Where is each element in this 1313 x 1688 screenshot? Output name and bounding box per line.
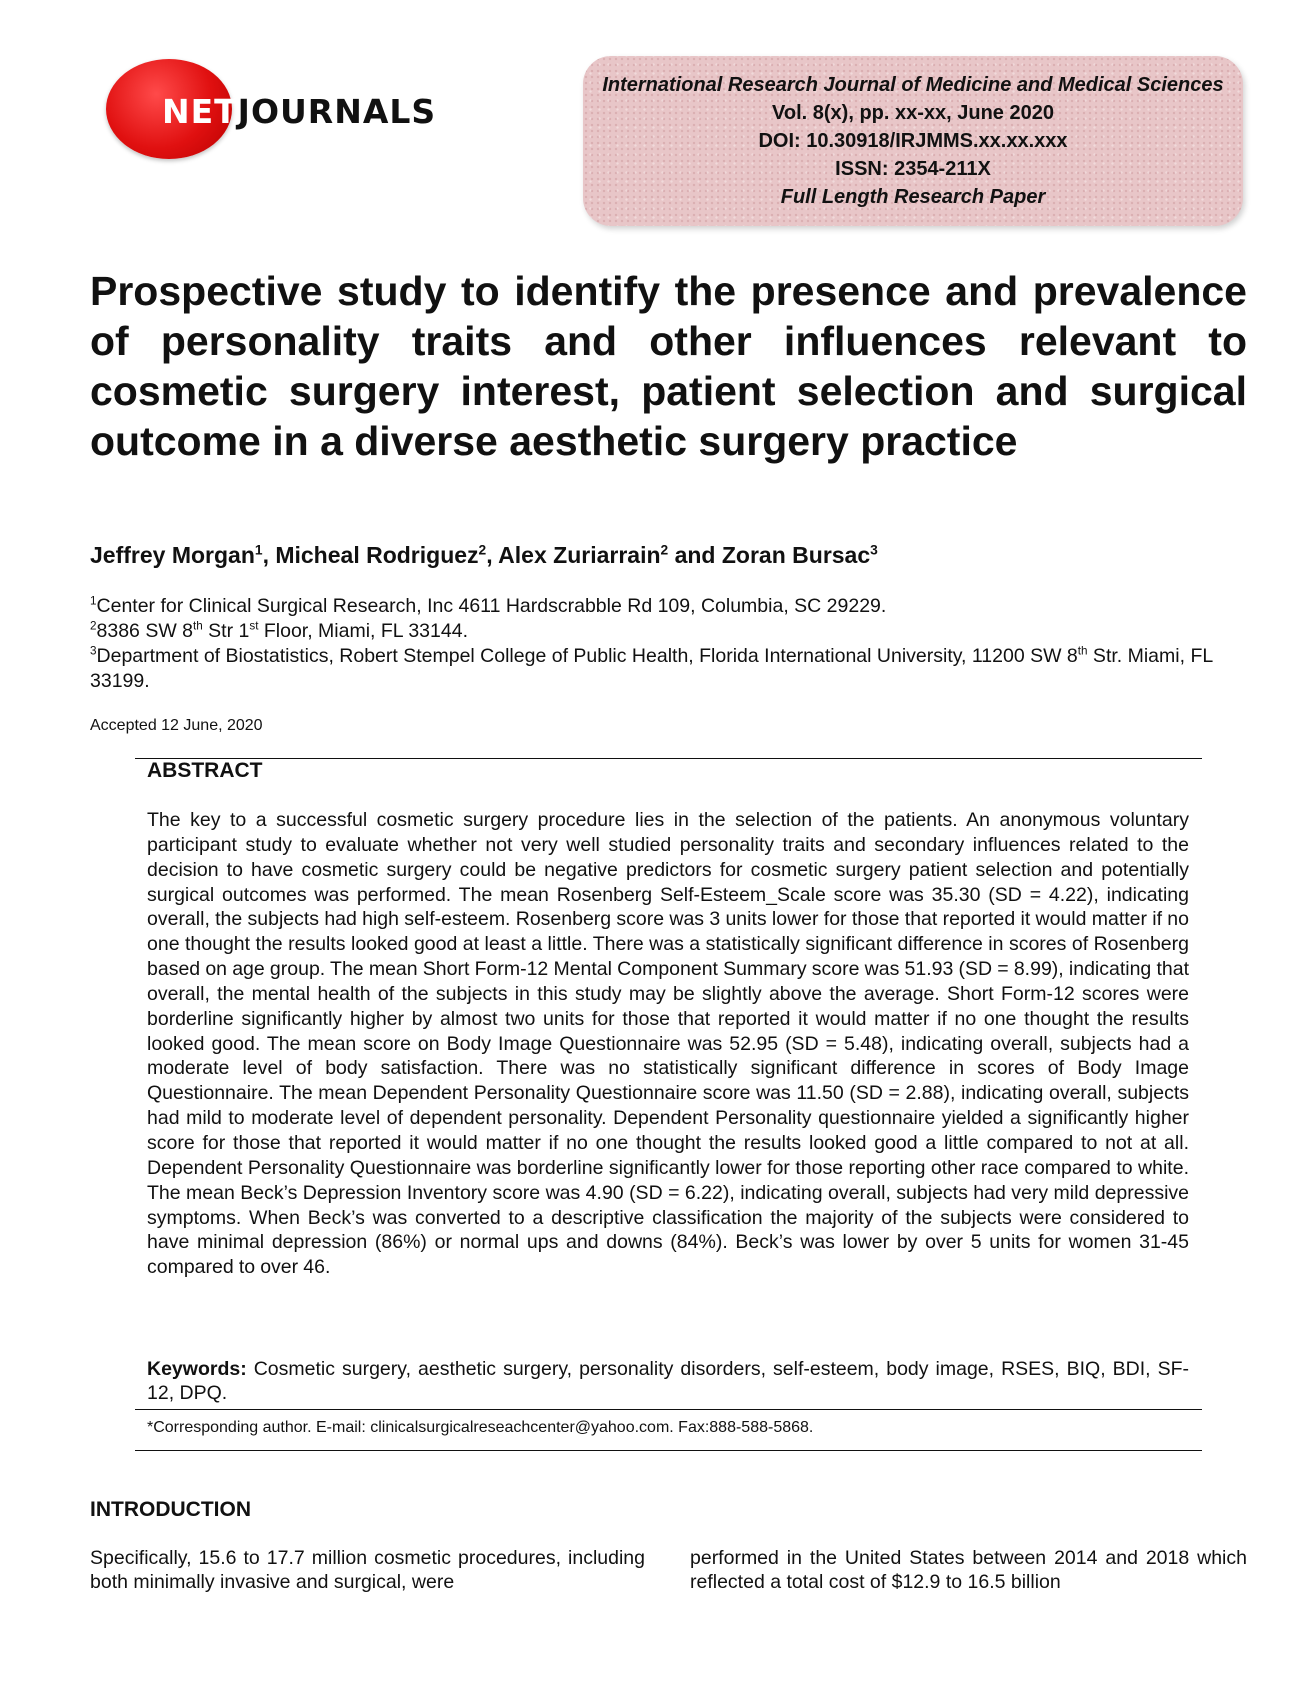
journal-doi: DOI: 10.30918/IRJMMS.xx.xx.xxx — [758, 130, 1068, 152]
logo-text — [162, 92, 436, 131]
keywords-bottom-rule — [135, 1409, 1202, 1410]
introduction-right-column: performed in the United States between 2014 and 2018 which reflected a total cost of $12.9 to 16.5 billion — [690, 1547, 1247, 1593]
accepted-date: Accepted 12 June, 2020 — [90, 717, 263, 734]
author-separator: , — [262, 542, 276, 568]
affiliation-text: Center for Clinical Surgical Research, Inc 4611 Hardscrabble Rd 109, Columbia, SC 29229. — [96, 595, 887, 617]
journal-volume: Vol. 8(x), pp. xx-xx, June 2020 — [772, 102, 1054, 124]
journal-issn: ISSN: 2354-211X — [835, 158, 991, 180]
keywords-text: Cosmetic surgery, aesthetic surgery, personality disorders, self-esteem, body image, RSES, BIQ, BDI, SF-12, DPQ. — [147, 1358, 1189, 1404]
publisher-logo — [100, 56, 440, 164]
affiliation-3 — [90, 644, 1250, 694]
affiliation-text: 8386 SW 8 — [96, 620, 193, 642]
logo-net: NET — [162, 92, 238, 131]
abstract-text: The key to a successful cosmetic surgery procedure lies in the selection of the patients. An anonymous voluntary participant study to evaluate whether not very well studied personality traits and secondary influences related to the decision to have cosmetic surgery could be negative predictors for cosmetic surgery patient selection and potentially surgical outcomes was performed. The mean Rosenberg Self-Esteem_Scale score was 35.30 (SD = 4.22), indicating overall, the subjects had high self-esteem. Rosenberg score was 3 units lower for those that reported it would matter if no one thought the results looked good at least a little. There was a statistically significant difference in scores of Rosenberg based on age group. The mean Short Form-12 Mental Component Summary score was 51.93 (SD = 8.99), indicating that overall, the mental health of the subjects in this study may be slightly above the average. Short Form-12 scores were borderline significantly higher by almost two units for those that reported it would matter if no one thought the results looked good. The mean score on Body Image Questionnaire was 52.95 (SD = 5.48), indicating overall, subjects had a moderate level of body satisfaction. There was no statistically significant difference in scores of Body Image Questionnaire. The mean Dependent Personality Questionnaire score was 11.50 (SD = 2.88), indicating overall, subjects had mild to moderate level of dependent personality. Dependent Personality questionnaire yielded a significantly higher score for those that reported it would matter if no one thought the results looked good a little compared to not at all. Dependent Personality Questionnaire was borderline significantly lower for those reporting other race compared to white. The mean Beck’s Depression Inventory score was 4.90 (SD = 6.22), indicating overall, subjects had very mild depressive symptoms. When Beck’s was converted to a descriptive classification the majority of the subjects were considered to have minimal depression (86%) or normal ups and downs (84%). Beck’s was lower by over 5 units for women 31-45 compared to over 46. — [147, 809, 1189, 1279]
author-name: Alex Zuriarrain — [498, 542, 661, 568]
author-name: Jeffrey Morgan — [90, 542, 255, 568]
affiliation-number: 3 — [90, 644, 97, 658]
journal-name: International Research Journal of Medicine and Medical Sciences — [602, 74, 1224, 96]
affiliation-number: 1 — [90, 594, 97, 608]
ordinal-suffix: st — [249, 619, 259, 633]
paper-title: Prospective study to identify the presence and prevalence of personality traits and other influences relevant to cosmetic surgery interest, patient selection and surgical outcome in a diverse aesthetic surgery practice — [90, 268, 1247, 464]
affiliations — [90, 594, 1250, 694]
affiliation-text: Department of Biostatistics, Robert Stempel College of Public Health, Florida International University, 11200 SW 8 — [96, 645, 1078, 667]
affiliation-text: Floor, Miami, FL 33144. — [258, 620, 468, 642]
logo-journals: JOURNALS — [237, 92, 437, 131]
author-separator: and — [668, 542, 722, 568]
affiliation-2 — [90, 619, 1250, 644]
introduction-left-column: Specifically, 15.6 to 17.7 million cosmetic procedures, including both minimally invasive and surgical, were — [90, 1547, 645, 1593]
ordinal-suffix: th — [1077, 644, 1088, 658]
author-name: Micheal Rodriguez — [275, 542, 479, 568]
author-affiliation-mark: 2 — [478, 542, 487, 558]
corresponding-author: *Corresponding author. E-mail: clinicalsurgicalreseachcenter@yahoo.com. Fax:888-588-5868. — [147, 1419, 814, 1436]
keywords-label: Keywords: — [147, 1358, 247, 1380]
affiliation-text: Str 1 — [202, 620, 250, 642]
author-affiliation-mark: 3 — [870, 542, 878, 558]
affiliation-text: Str. Miami, FL 33199. — [90, 645, 1213, 692]
author-separator: , — [486, 542, 499, 568]
paper-type: Full Length Research Paper — [780, 186, 1046, 208]
introduction-heading: INTRODUCTION — [90, 1498, 251, 1521]
ordinal-suffix: th — [193, 619, 203, 633]
affiliation-number: 2 — [90, 619, 97, 633]
footnote-bottom-rule — [135, 1450, 1202, 1451]
keywords — [147, 1357, 1189, 1405]
author-list — [90, 542, 878, 569]
affiliation-1 — [90, 594, 1250, 619]
abstract-top-rule — [135, 758, 1202, 759]
author-affiliation-mark: 2 — [660, 542, 669, 558]
abstract-heading: ABSTRACT — [147, 759, 263, 782]
journal-info-box — [583, 56, 1243, 226]
author-affiliation-mark: 1 — [254, 542, 263, 558]
author-name: Zoran Bursac — [721, 542, 871, 568]
